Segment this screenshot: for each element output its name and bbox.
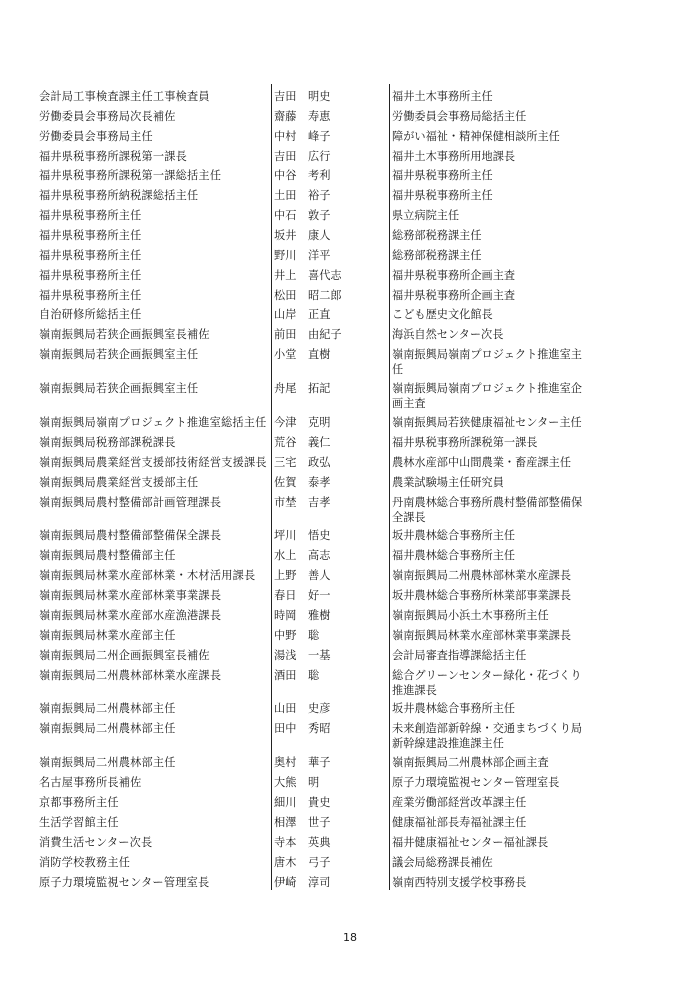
person-name — [274, 668, 386, 683]
old-position: 嶺南振興局林業水産部林業事業課長 — [39, 589, 222, 602]
surname: 三宅 — [274, 456, 297, 469]
surname: 松田 — [274, 289, 297, 302]
new-position: こども歴史文化館長 — [392, 308, 493, 321]
new-position: 福井農林総合事務所主任 — [392, 549, 516, 562]
column-divider-right — [389, 84, 390, 890]
old-position: 消費生活センター次長 — [39, 836, 153, 849]
given-name: 好一 — [308, 589, 331, 602]
new-position: 福井県税事務所主任 — [392, 169, 493, 182]
given-name: 由紀子 — [308, 328, 342, 341]
surname: 井上 — [274, 269, 297, 282]
person-name — [274, 855, 386, 870]
person-name — [274, 755, 386, 770]
old-position: 嶺南振興局農村整備部整備保全課長 — [39, 529, 222, 542]
new-position: 原子力環境監視センター管理室長 — [392, 776, 560, 789]
person-name — [274, 327, 386, 342]
surname: 酒田 — [274, 669, 297, 682]
surname: 佐賀 — [274, 476, 297, 489]
new-position: 障がい福祉・精神保健相談所主任 — [392, 130, 560, 143]
new-position: 嶺南振興局嶺南プロジェクト推進室企画主査 — [392, 382, 582, 410]
new-position: 嶺南振興局林業水産部林業事業課長 — [392, 629, 572, 642]
old-position: 福井県税事務所主任 — [39, 289, 142, 302]
surname: 奥村 — [274, 756, 297, 769]
person-name — [274, 775, 386, 790]
new-position: 農業試験場主任研究員 — [392, 476, 504, 489]
old-position: 嶺南振興局若狭企画振興室主任 — [39, 348, 199, 361]
person-name — [274, 307, 386, 322]
given-name: 一基 — [308, 649, 331, 662]
old-position: 嶺南振興局農業経営支援部技術経営支援課長 — [39, 456, 267, 469]
person-name — [274, 129, 386, 144]
person-name — [274, 168, 386, 183]
person-name — [274, 188, 386, 203]
given-name: 雅樹 — [308, 609, 331, 622]
surname: 相澤 — [274, 816, 297, 829]
given-name: 裕子 — [308, 189, 331, 202]
old-position: 自治研修所総括主任 — [39, 308, 142, 321]
given-name: 政弘 — [308, 456, 331, 469]
given-name: 明史 — [308, 90, 331, 103]
new-position: 嶺南振興局小浜土木事務所主任 — [392, 609, 549, 622]
surname: 山田 — [274, 702, 297, 715]
given-name: 昭二郎 — [308, 289, 342, 302]
surname: 湯浅 — [274, 649, 297, 662]
person-name — [274, 347, 386, 362]
surname: 吉田 — [274, 90, 297, 103]
surname: 水上 — [274, 549, 297, 562]
new-position: 福井県税事務所主任 — [392, 189, 493, 202]
surname: 土田 — [274, 189, 297, 202]
column-divider-left — [271, 84, 272, 890]
old-position: 嶺南振興局二州企画振興室長補佐 — [39, 649, 210, 662]
surname: 坪川 — [274, 529, 297, 542]
person-name — [274, 435, 386, 450]
old-position: 労働委員会事務局次長補佐 — [39, 110, 176, 123]
old-position: 労働委員会事務局主任 — [39, 130, 153, 143]
person-name — [274, 701, 386, 716]
person-name — [274, 875, 386, 890]
given-name: 泰孝 — [308, 476, 331, 489]
surname: 前田 — [274, 328, 297, 341]
old-position: 福井県税事務所課税第一課総括主任 — [39, 169, 222, 182]
surname: 野川 — [274, 249, 297, 262]
surname: 中村 — [274, 130, 297, 143]
given-name: 高志 — [308, 549, 331, 562]
given-name: 明 — [308, 776, 320, 789]
given-name: 寿恵 — [308, 110, 331, 123]
old-position: 嶺南振興局二州農林部主任 — [39, 756, 176, 769]
given-name: 喜代志 — [308, 269, 342, 282]
new-position: 坂井農林総合事務所林業部事業課長 — [392, 589, 572, 602]
surname: 坂井 — [274, 229, 297, 242]
person-name — [274, 548, 386, 563]
new-position: 福井県税事務所企画主査 — [392, 289, 516, 302]
old-position: 名古屋事務所長補佐 — [39, 776, 142, 789]
new-position: 坂井農林総合事務所主任 — [392, 702, 516, 715]
new-position: 議会局総務課長補佐 — [392, 856, 493, 869]
old-position: 嶺南振興局林業水産部水産漁港課長 — [39, 609, 222, 622]
given-name: 正直 — [308, 308, 331, 321]
new-position: 嶺南振興局若狭健康福祉センター主任 — [392, 416, 582, 429]
new-position: 坂井農林総合事務所主任 — [392, 529, 516, 542]
given-name: 洋平 — [308, 249, 331, 262]
old-position: 福井県税事務所納税課総括主任 — [39, 189, 199, 202]
person-name — [274, 268, 386, 283]
given-name: 康人 — [308, 229, 331, 242]
given-name: 華子 — [308, 756, 331, 769]
person-name — [274, 475, 386, 490]
old-position: 京都事務所主任 — [39, 796, 119, 809]
surname: 中野 — [274, 629, 297, 642]
new-position: 嶺南振興局嶺南プロジェクト推進室主任 — [392, 348, 582, 376]
old-position: 生活学習館主任 — [39, 816, 119, 829]
new-position: 福井県税事務所企画主査 — [392, 269, 516, 282]
old-position: 嶺南振興局若狭企画振興室長補佐 — [39, 328, 210, 341]
given-name: 考利 — [308, 169, 331, 182]
old-position: 嶺南振興局二州農林部主任 — [39, 702, 176, 715]
old-position: 消防学校教務主任 — [39, 856, 131, 869]
new-position: 未来創造部新幹線・交通まちづくり局新幹線建設推進課主任 — [392, 722, 583, 750]
person-name — [274, 815, 386, 830]
new-position: 県立病院主任 — [392, 209, 460, 222]
person-name — [274, 455, 386, 470]
old-position: 嶺南振興局税務部課税課長 — [39, 436, 176, 449]
surname: 荒谷 — [274, 436, 297, 449]
surname: 舟尾 — [274, 382, 297, 395]
old-position: 会計局工事検査課主任工事検査員 — [39, 90, 210, 103]
given-name: 拓記 — [308, 382, 331, 395]
given-name: 直樹 — [308, 348, 331, 361]
person-name — [274, 208, 386, 223]
surname: 春日 — [274, 589, 297, 602]
old-position: 福井県税事務所主任 — [39, 269, 142, 282]
page-number: 18 — [343, 931, 357, 944]
old-position: 福井県税事務所主任 — [39, 209, 142, 222]
surname: 伊崎 — [274, 876, 297, 889]
surname: 山岸 — [274, 308, 297, 321]
given-name: 克明 — [308, 416, 331, 429]
given-name: 淳司 — [308, 876, 331, 889]
person-name — [274, 835, 386, 850]
given-name: 敦子 — [308, 209, 331, 222]
person-name — [274, 795, 386, 810]
given-name: 善人 — [308, 569, 331, 582]
person-name — [274, 528, 386, 543]
new-position: 総務部税務課主任 — [392, 249, 482, 262]
old-position: 嶺南振興局林業水産部林業・木材活用課長 — [39, 569, 256, 582]
surname: 上野 — [274, 569, 297, 582]
surname: 唐木 — [274, 856, 297, 869]
surname: 中石 — [274, 209, 297, 222]
old-position: 嶺南振興局二州農林部主任 — [39, 722, 176, 735]
new-position: 福井土木事務所用地課長 — [392, 150, 516, 163]
new-position: 労働委員会事務局総括主任 — [392, 110, 527, 123]
old-position: 嶺南振興局林業水産部主任 — [39, 629, 176, 642]
person-name — [274, 588, 386, 603]
new-position: 丹南農林総合事務所農村整備部整備保全課長 — [392, 496, 583, 524]
given-name: 義仁 — [308, 436, 331, 449]
person-name — [274, 109, 386, 124]
new-position: 産業労働部経営改革課主任 — [392, 796, 527, 809]
given-name: 史彦 — [308, 702, 331, 715]
new-position: 福井土木事務所主任 — [392, 90, 493, 103]
given-name: 世子 — [308, 816, 331, 829]
surname: 今津 — [274, 416, 297, 429]
person-name — [274, 381, 386, 396]
new-position: 農林水産部中山間農業・畜産課主任 — [392, 456, 572, 469]
new-position: 嶺南西特別支援学校事務長 — [392, 876, 527, 889]
old-position: 嶺南振興局農村整備部計画管理課長 — [39, 496, 222, 509]
person-name — [274, 608, 386, 623]
surname: 大熊 — [274, 776, 297, 789]
person-name — [274, 721, 386, 736]
old-position: 福井県税事務所課税第一課長 — [39, 150, 188, 163]
new-position: 総合グリーンセンター緑化・花づくり推進課長 — [392, 669, 582, 697]
new-position: 嶺南振興局二州農林部林業水産課長 — [392, 569, 572, 582]
person-name — [274, 415, 386, 430]
surname: 田中 — [274, 722, 297, 735]
person-name — [274, 648, 386, 663]
surname: 市埜 — [274, 496, 297, 509]
given-name: 吉孝 — [308, 496, 331, 509]
surname: 寺本 — [274, 836, 297, 849]
person-name — [274, 149, 386, 164]
surname: 中谷 — [274, 169, 297, 182]
old-position: 嶺南振興局農業経営支援部主任 — [39, 476, 199, 489]
given-name: 聡 — [308, 629, 320, 642]
given-name: 聡 — [308, 669, 320, 682]
person-name — [274, 228, 386, 243]
old-position: 嶺南振興局農村整備部主任 — [39, 549, 176, 562]
old-position: 福井県税事務所主任 — [39, 249, 142, 262]
surname: 時岡 — [274, 609, 297, 622]
given-name: 秀昭 — [308, 722, 331, 735]
old-position: 福井県税事務所主任 — [39, 229, 142, 242]
new-position: 福井県税事務所課税第一課長 — [392, 436, 538, 449]
given-name: 英典 — [308, 836, 331, 849]
new-position: 福井健康福祉センター福祉課長 — [392, 836, 549, 849]
given-name: 弓子 — [308, 856, 331, 869]
given-name: 峰子 — [308, 130, 331, 143]
surname: 小堂 — [274, 348, 297, 361]
person-name — [274, 288, 386, 303]
old-position: 嶺南振興局嶺南プロジェクト推進室総括主任 — [39, 416, 267, 429]
person-name — [274, 89, 386, 104]
new-position: 会計局審査指導課総括主任 — [392, 649, 527, 662]
person-name — [274, 568, 386, 583]
surname: 齋藤 — [274, 110, 297, 123]
surname: 細川 — [274, 796, 297, 809]
person-name — [274, 248, 386, 263]
new-position: 嶺南振興局二州農林部企画主査 — [392, 756, 549, 769]
given-name: 貴史 — [308, 796, 331, 809]
old-position: 嶺南振興局若狭企画振興室主任 — [39, 382, 199, 395]
person-name — [274, 495, 386, 510]
new-position: 健康福祉部長寿福祉課主任 — [392, 816, 527, 829]
new-position: 海浜自然センター次長 — [392, 328, 504, 341]
old-position: 嶺南振興局二州農林部林業水産課長 — [39, 669, 222, 682]
person-name — [274, 628, 386, 643]
given-name: 悟史 — [308, 529, 331, 542]
new-position: 総務部税務課主任 — [392, 229, 482, 242]
given-name: 広行 — [308, 150, 331, 163]
old-position: 原子力環境監視センター管理室長 — [39, 876, 210, 889]
surname: 吉田 — [274, 150, 297, 163]
